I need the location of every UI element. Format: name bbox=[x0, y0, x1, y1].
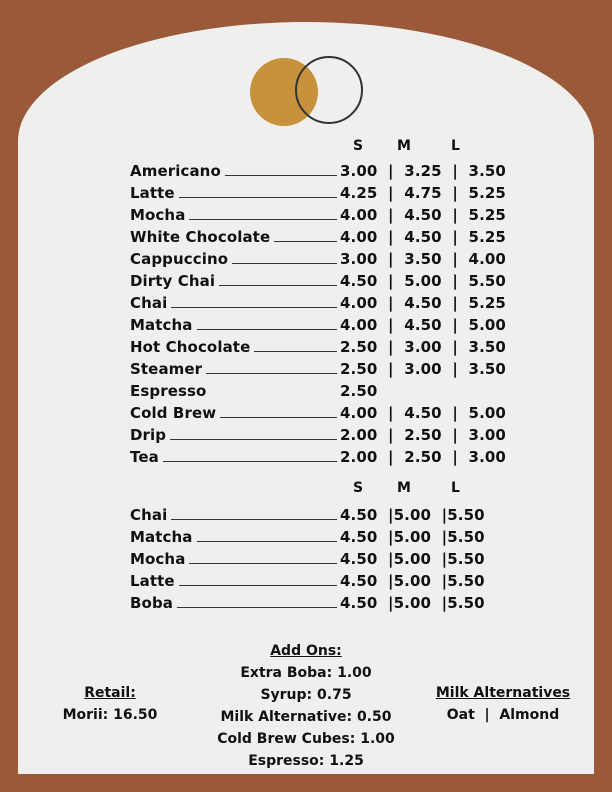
leader-line bbox=[254, 350, 337, 352]
size-small-label: S bbox=[353, 138, 364, 154]
leader-line bbox=[177, 606, 337, 608]
menu-row bbox=[130, 158, 506, 180]
leader-line bbox=[197, 540, 337, 542]
leader-line bbox=[206, 372, 337, 374]
size-large-label: L bbox=[451, 138, 460, 154]
item-prices: 4.25 | 4.75 | 5.25 bbox=[340, 184, 506, 202]
item-name: Espresso bbox=[130, 382, 207, 400]
item-prices: 4.50 |5.00 |5.50 bbox=[340, 550, 485, 568]
menu-row bbox=[130, 568, 490, 590]
item-prices: 4.00 | 4.50 | 5.25 bbox=[340, 294, 506, 312]
leader-line bbox=[189, 218, 337, 220]
retail-section bbox=[50, 682, 170, 726]
add-on-item: Espresso: 1.25 bbox=[248, 753, 364, 769]
menu-row bbox=[130, 290, 506, 312]
item-name: Latte bbox=[130, 572, 175, 590]
boba-size-header bbox=[340, 480, 480, 498]
item-name: Latte bbox=[130, 184, 175, 202]
leader-line bbox=[171, 306, 337, 308]
menu-row bbox=[130, 546, 490, 568]
item-prices: 4.50 |5.00 |5.50 bbox=[340, 506, 485, 524]
add-on-item: Extra Boba: 1.00 bbox=[240, 665, 372, 681]
leader-spacer bbox=[210, 395, 337, 396]
item-prices: 2.50 | 3.00 | 3.50 bbox=[340, 360, 506, 378]
item-name: Chai bbox=[130, 294, 168, 312]
coffee-size-header bbox=[340, 138, 480, 156]
size-medium-label: M bbox=[397, 138, 411, 154]
menu-row bbox=[130, 312, 506, 334]
menu-row bbox=[130, 224, 506, 246]
item-prices: 4.00 | 4.50 | 5.00 bbox=[340, 316, 506, 334]
item-prices: 4.00 | 4.50 | 5.25 bbox=[340, 206, 506, 224]
menu-row bbox=[130, 422, 506, 444]
item-prices: 4.50 |5.00 |5.50 bbox=[340, 594, 485, 612]
item-prices: 3.00 | 3.50 | 4.00 bbox=[340, 250, 506, 268]
item-name: Dirty Chai bbox=[130, 272, 216, 290]
item-prices: 2.50 bbox=[340, 382, 378, 400]
item-name: Drip bbox=[130, 426, 167, 444]
menu-row bbox=[130, 246, 506, 268]
item-prices: 3.00 | 3.25 | 3.50 bbox=[340, 162, 506, 180]
menu-row bbox=[130, 356, 506, 378]
menu-row bbox=[130, 202, 506, 224]
leader-line bbox=[274, 240, 337, 242]
item-prices: 2.50 | 3.00 | 3.50 bbox=[340, 338, 506, 356]
leader-line bbox=[170, 438, 337, 440]
item-name: Tea bbox=[130, 448, 159, 466]
size-small-label: S bbox=[353, 480, 364, 496]
item-prices: 4.50 | 5.00 | 5.50 bbox=[340, 272, 506, 290]
milk-alternatives-title: Milk Alternatives bbox=[435, 685, 571, 701]
item-name: Cappuccino bbox=[130, 250, 229, 268]
add-on-item: Syrup: 0.75 bbox=[260, 687, 352, 703]
item-prices: 4.00 | 4.50 | 5.00 bbox=[340, 404, 506, 422]
item-name: Chai bbox=[130, 506, 168, 524]
leader-line bbox=[189, 562, 337, 564]
item-name: Boba bbox=[130, 594, 173, 612]
item-prices: 2.00 | 2.50 | 3.00 bbox=[340, 448, 506, 466]
leader-line bbox=[219, 284, 337, 286]
menu-row bbox=[130, 334, 506, 356]
add-on-item: Milk Alternative: 0.50 bbox=[220, 709, 392, 725]
milk-alternatives-item: Oat | Almond bbox=[446, 707, 560, 723]
add-on-item: Cold Brew Cubes: 1.00 bbox=[217, 731, 395, 747]
item-name: Hot Chocolate bbox=[130, 338, 251, 356]
item-prices: 2.00 | 2.50 | 3.00 bbox=[340, 426, 506, 444]
menu-row bbox=[130, 400, 506, 422]
add-ons-section bbox=[206, 640, 406, 772]
coffee-menu bbox=[130, 158, 506, 466]
leader-line bbox=[179, 196, 337, 198]
menu-row bbox=[130, 378, 490, 400]
size-medium-label: M bbox=[397, 480, 411, 496]
leader-line bbox=[179, 584, 337, 586]
item-name: Mocha bbox=[130, 550, 186, 568]
menu-row bbox=[130, 268, 506, 290]
logo bbox=[248, 56, 368, 128]
item-prices: 4.00 | 4.50 | 5.25 bbox=[340, 228, 506, 246]
size-large-label: L bbox=[451, 480, 460, 496]
logo-ring-circle bbox=[295, 56, 363, 124]
item-name: Mocha bbox=[130, 206, 186, 224]
menu-row bbox=[130, 444, 506, 466]
menu-row bbox=[130, 590, 490, 612]
item-name: Matcha bbox=[130, 316, 193, 334]
retail-item: Morii: 16.50 bbox=[62, 707, 158, 723]
leader-line bbox=[171, 518, 337, 520]
leader-line bbox=[232, 262, 337, 264]
menu-row bbox=[130, 524, 490, 546]
boba-menu bbox=[130, 502, 490, 612]
add-ons-title: Add Ons: bbox=[270, 643, 342, 659]
item-prices: 4.50 |5.00 |5.50 bbox=[340, 572, 485, 590]
item-prices: 4.50 |5.00 |5.50 bbox=[340, 528, 485, 546]
leader-line bbox=[163, 460, 337, 462]
item-name: Matcha bbox=[130, 528, 193, 546]
leader-line bbox=[225, 174, 337, 176]
menu-row bbox=[130, 180, 506, 202]
leader-line bbox=[197, 328, 337, 330]
leader-line bbox=[220, 416, 337, 418]
retail-title: Retail: bbox=[84, 685, 136, 701]
item-name: Steamer bbox=[130, 360, 203, 378]
menu-row bbox=[130, 502, 490, 524]
item-name: Americano bbox=[130, 162, 221, 180]
milk-alternatives-section bbox=[425, 682, 581, 726]
item-name: White Chocolate bbox=[130, 228, 271, 246]
item-name: Cold Brew bbox=[130, 404, 217, 422]
